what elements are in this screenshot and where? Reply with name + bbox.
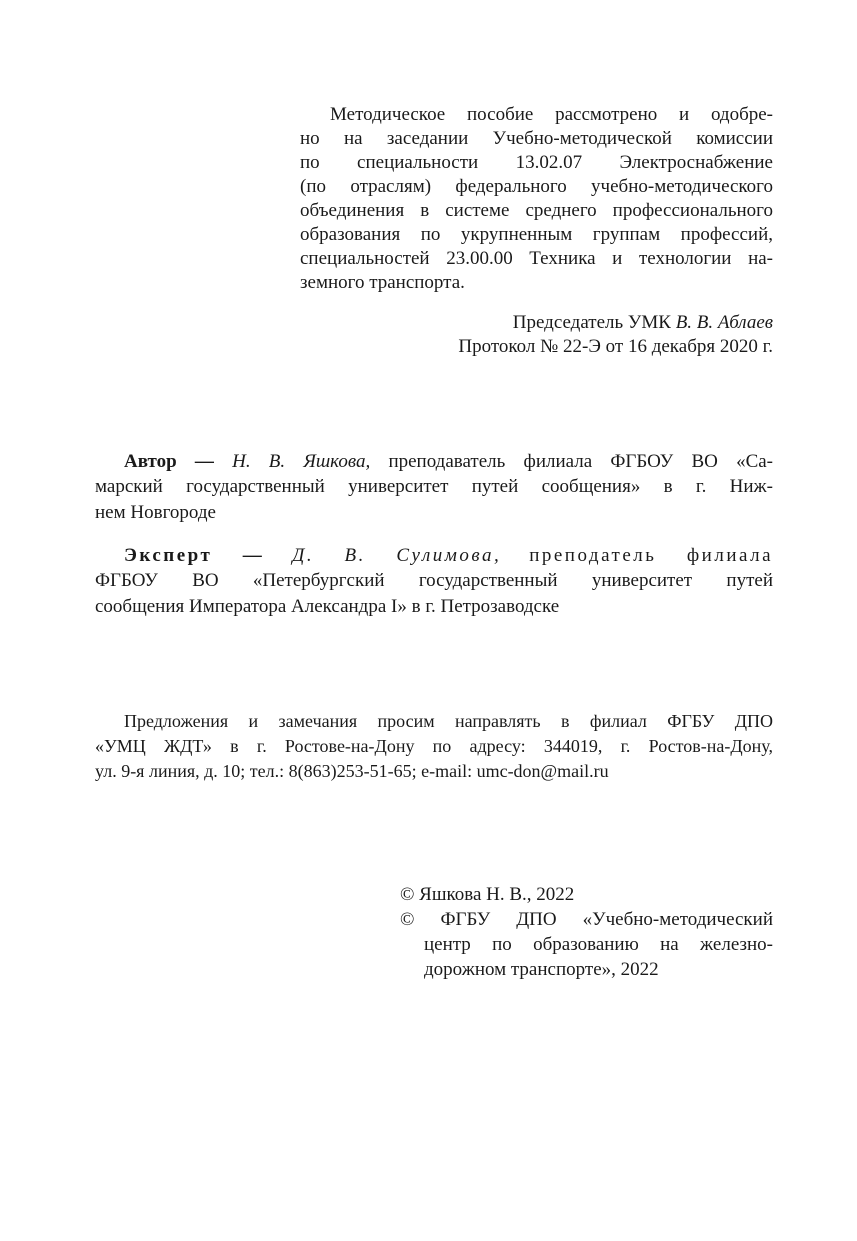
text-line: по специальности 13.02.07 Электроснабжение — [300, 152, 773, 173]
copyright-line: © Яшкова Н. В., 2022 — [400, 884, 575, 905]
text-line: «УМЦ ЖДТ» в г. Ростове-на-Дону по адресу: 344019, г. Ростов-на-Дону, — [95, 736, 773, 756]
author-label: Автор — — [124, 451, 214, 472]
expert-name: Д. В. Сулимова, — [292, 545, 502, 566]
chairman — [513, 311, 773, 335]
copyright-line: © ФГБУ ДПО «Учебно-методический — [400, 909, 773, 930]
expert-label: Эксперт — — [124, 545, 265, 566]
chairman-name: В. В. Аблаев — [675, 312, 773, 333]
protocol: Протокол № 22-Э от 16 декабря 2020 г. — [458, 336, 773, 357]
text: преподаватель филиала ФГБОУ ВО «Са- — [388, 451, 774, 472]
text-line: Предложения и замечания просим направлять в филиал ФГБУ ДПО — [124, 711, 773, 731]
text-line: специальностей 23.00.00 Техника и технологии на- — [300, 248, 773, 269]
text-line: образования по укрупненным группам профессий, — [300, 224, 773, 245]
text-line: сообщения Императора Александра I» в г. Петрозаводске — [95, 596, 560, 617]
text-line — [124, 450, 773, 474]
text-line: но на заседании Учебно-методической комиссии — [300, 128, 773, 149]
text-line — [124, 544, 773, 568]
text-line: ФГБОУ ВО «Петербургский государственный университет путей — [95, 570, 773, 591]
copyright-line: центр по образованию на железно- — [424, 934, 773, 955]
text: преподатель филиала — [529, 545, 774, 566]
text-line: объединения в системе среднего профессионального — [300, 200, 773, 221]
author-name: Н. В. Яшкова, — [232, 451, 371, 472]
chairman-label: Председатель УМК — [512, 312, 671, 333]
text-line: (по отраслям) федерального учебно-методического — [300, 176, 773, 197]
text-line: Методическое пособие рассмотрено и одобре- — [330, 104, 773, 125]
text-line: ул. 9-я линия, д. 10; тел.: 8(863)253-51-65; e-mail: umc-don@mail.ru — [95, 761, 609, 781]
copyright-line: дорожном транспорте», 2022 — [424, 959, 659, 980]
text-line: нем Новгороде — [95, 502, 216, 523]
text-line: земного транспорта. — [300, 272, 465, 293]
text-line: марский государственный университет путей сообщения» в г. Ниж- — [95, 476, 773, 497]
